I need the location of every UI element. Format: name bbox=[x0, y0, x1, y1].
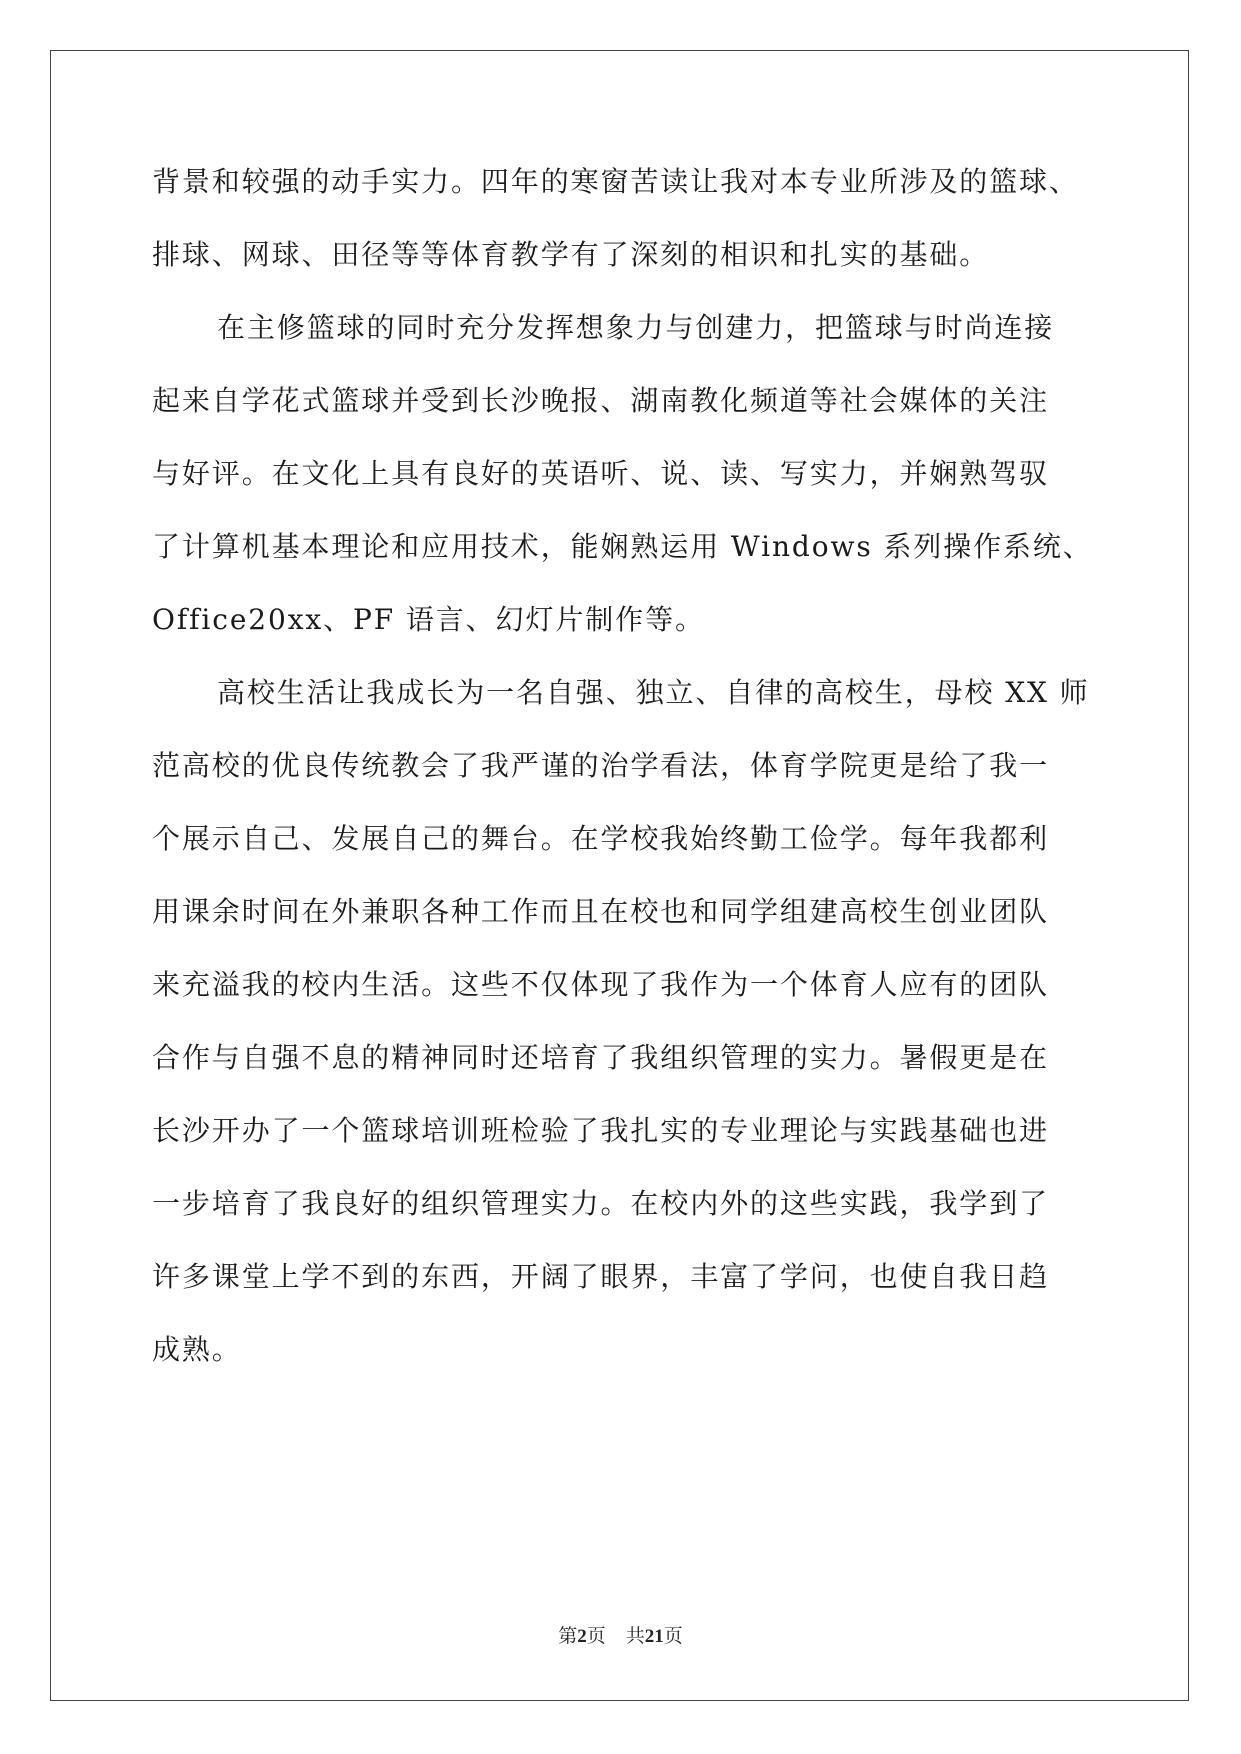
text-line: 背景和较强的动手实力。四年的寒窗苦读让我对本专业所涉及的篮球、 bbox=[152, 165, 1079, 198]
text-line: 排球、网球、田径等等体育教学有了深刻的相识和扎实的基础。 bbox=[152, 238, 990, 271]
total-page-count: 21 bbox=[644, 1626, 664, 1647]
page-prefix: 第 bbox=[558, 1626, 578, 1647]
total-prefix: 共 bbox=[625, 1626, 645, 1647]
text-line: 长沙开办了一个篮球培训班检验了我扎实的专业理论与实践基础也进 bbox=[152, 1114, 1050, 1147]
text-line: 起来自学花式篮球并受到长沙晚报、湖南教化频道等社会媒体的关注 bbox=[152, 384, 1050, 417]
paragraph-start-line: 在主修篮球的同时充分发挥想象力与创建力，把篮球与时尚连接 bbox=[217, 311, 1055, 344]
total-suffix: 页 bbox=[663, 1626, 683, 1647]
text-line: 成熟。 bbox=[152, 1333, 242, 1366]
page-suffix: 页 bbox=[586, 1626, 606, 1647]
text-line: 范高校的优良传统教会了我严谨的治学看法，体育学院更是给了我一 bbox=[152, 749, 1050, 782]
text-line: 许多课堂上学不到的东西，开阔了眼界，丰富了学问，也使自我日趋 bbox=[152, 1260, 1050, 1293]
text-line: 一步培育了我良好的组织管理实力。在校内外的这些实践，我学到了 bbox=[152, 1187, 1050, 1220]
text-line: 来充溢我的校内生活。这些不仅体现了我作为一个体育人应有的团队 bbox=[152, 968, 1050, 1001]
page-border bbox=[50, 50, 1189, 1701]
paragraph-start-line: 高校生活让我成长为一名自强、独立、自律的高校生，母校 XX 师 bbox=[217, 676, 1090, 709]
text-line: 了计算机基本理论和应用技术，能娴熟运用 Windows 系列操作系统、 bbox=[152, 530, 1093, 563]
text-line: 个展示自己、发展自己的舞台。在学校我始终勤工俭学。每年我都利 bbox=[152, 822, 1050, 855]
current-page-number: 2 bbox=[577, 1626, 587, 1647]
text-line: Office20xx、PF 语言、幻灯片制作等。 bbox=[152, 603, 705, 636]
text-line: 用课余时间在外兼职各种工作而且在校也和同学组建高校生创业团队 bbox=[152, 895, 1050, 928]
text-line: 合作与自强不息的精神同时还培育了我组织管理的实力。暑假更是在 bbox=[152, 1041, 1050, 1074]
text-line: 与好评。在文化上具有良好的英语听、说、读、写实力，并娴熟驾驭 bbox=[152, 457, 1050, 490]
page-footer bbox=[0, 1621, 1241, 1648]
